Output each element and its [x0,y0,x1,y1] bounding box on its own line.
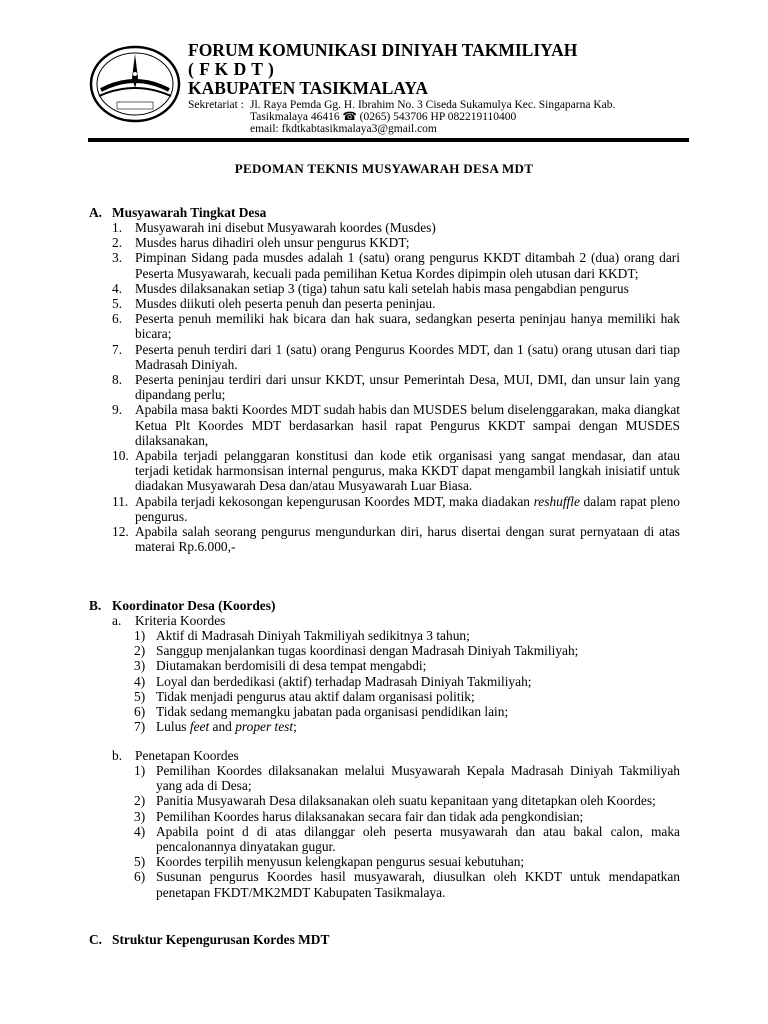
list-item: 6. Peserta penuh memiliki hak bicara dan hak suara, sedangkan peserta peninjau hanya memiliki hak bicara; [112,311,680,342]
document-title: PEDOMAN TEKNIS MUSYAWARAH DESA MDT [234,161,534,176]
list-item: 5) Koordes terpilih menyusun kelengkapan pengurus sesuai kebutuhan; [134,854,525,870]
list-item: 10. Apabila terjadi pelanggaran konstitusi dan kode etik organisasi yang sangat mendasar, dan atau terjadi ketidak harmonsisan internal pengurus, maka KKDT dapat mengambil langkah inisiatif untuk diadakan Musyawarah Desa dan/atau Musyawarah Luar Biasa. [112,448,680,494]
section-letter: A. [89,205,103,220]
section-letter: C. [89,932,103,947]
list-item: 3) Pemilihan Koordes harus dilaksanakan secara fair dan tidak ada pengkondisian; [134,808,584,824]
address-line-2: Tasikmalaya 46416 ☎ (0265) 543706 HP 082219110400 [250,111,517,123]
section-title: Koordinator Desa (Koordes) [112,598,276,613]
letterhead-divider [88,138,689,142]
list-item: 4) Loyal dan berdedikasi (aktif) terhadap Madrasah Diniyah Takmiliyah; [134,673,532,689]
org-name-line-1: FORUM KOMUNIKASI DINIYAH TAKMILIYAH [188,40,578,60]
list-item: 2) Sanggup menjalankan tugas koordinasi dengan Madrasah Diniyah Takmiliyah; [134,643,579,659]
italic-term: proper test [235,719,294,735]
address-label: Sekretariat : [188,99,244,111]
address-line-1: Jl. Raya Pemda Gg. H. Ibrahim No. 3 Ciseda Sukamulya Kec. Singaparna Kab. [250,99,616,111]
italic-term: feet [189,719,210,735]
address-email: email: fkdtkabtasikmalaya3@gmail.com [250,123,437,135]
list-item: 1. Musyawarah ini disebut Musyawarah koordes (Musdes) [112,220,436,235]
list-item: 6) Tidak sedang memangku jabatan pada organisasi pendidikan lain; [134,704,509,720]
appointment-list [134,763,680,900]
list-item: 7) Lulus feet and proper test; [134,719,297,735]
org-name-line-2: ( F K D T ) [188,59,275,79]
list-item: 5. Musdes diikuti oleh peserta penuh dan peserta peninjau. [112,296,436,312]
list-item: 11. Apabila terjadi kekosongan kepengurusan Koordes MDT, maka diadakan reshuffle dalam rapat pleno pengurus. [112,493,680,524]
org-name-line-3: KABUPATEN TASIKMALAYA [188,78,429,98]
list-item: 3. Pimpinan Sidang pada musdes adalah 1 (satu) orang pengurus KKDT ditambah 2 (dua) orang dari Peserta Musyawarah, kecuali pada pemilihan Ketua Kordes dipimpin oleh utusan dari KKDT; [112,250,680,281]
list-item: 5) Tidak menjadi pengurus atau aktif dalam organisasi politik; [134,688,475,704]
section-title: Musyawarah Tingkat Desa [112,205,267,220]
list-item: 4) Apabila point d di atas dilanggar oleh peserta musyawarah dan atau bakal calon, maka pencalonannya dinyatakan gugur. [134,823,680,855]
section-title: Struktur Kepengurusan Kordes MDT [112,932,330,947]
list-item: 6) Susunan pengurus Koordes hasil musyawarah, diusulkan oleh KKDT untuk mendapatkan penetapan FKDT/MK2MDT Kabupaten Tasikmalaya. [134,869,680,900]
list-item: 4. Musdes dilaksanakan setiap 3 (tiga) tahun satu kali setelah habis masa pengabdian pengurus [112,280,629,296]
list-item: 7. Peserta penuh terdiri dari 1 (satu) orang Pengurus Koordes MDT, dan 1 (satu) orang utusan dari tiap Madrasah Diniyah. [112,341,680,372]
criteria-list [134,628,680,734]
list-item: 2. Musdes harus dihadiri oleh unsur pengurus KKDT; [112,235,410,251]
list-item: 12. Apabila salah seorang pengurus mengundurkan diri, harus disertai dengan surat pernyataan di atas materai Rp.6.000,- [112,524,680,555]
section-a-list [112,220,680,554]
list-item: 8. Peserta peninjau terdiri dari unsur KKDT, unsur Pemerintah Desa, MUI, DMI, dan unsur lain yang dipandang perlu; [112,372,680,403]
list-item: 1) Aktif di Madrasah Diniyah Takmiliyah sedikitnya 3 tahun; [134,628,470,643]
section-letter: B. [89,598,102,613]
list-item: 3) Diutamakan berdomisili di desa tempat mengabdi; [134,658,427,674]
fkdt-logo [89,44,181,124]
list-item: 1) Pemilihan Koordes dilaksanakan melalui Musyawarah Kepala Madrasah Diniyah Takmiliyah yang ada di Desa; [134,763,680,794]
list-item: 2) Panitia Musyawarah Desa dilaksanakan oleh suatu kepanitaan yang ditetapkan oleh Koordes; [134,793,656,809]
list-item: 9. Apabila masa bakti Koordes MDT sudah habis dan MUSDES belum diselenggarakan, maka diangkat Ketua Plt Koordes MDT berdasarkan hasil rapat Pengurus KKDT sampai dengan MUSDES dilaksanakan, [112,402,680,448]
italic-term: reshuffle [533,493,580,509]
